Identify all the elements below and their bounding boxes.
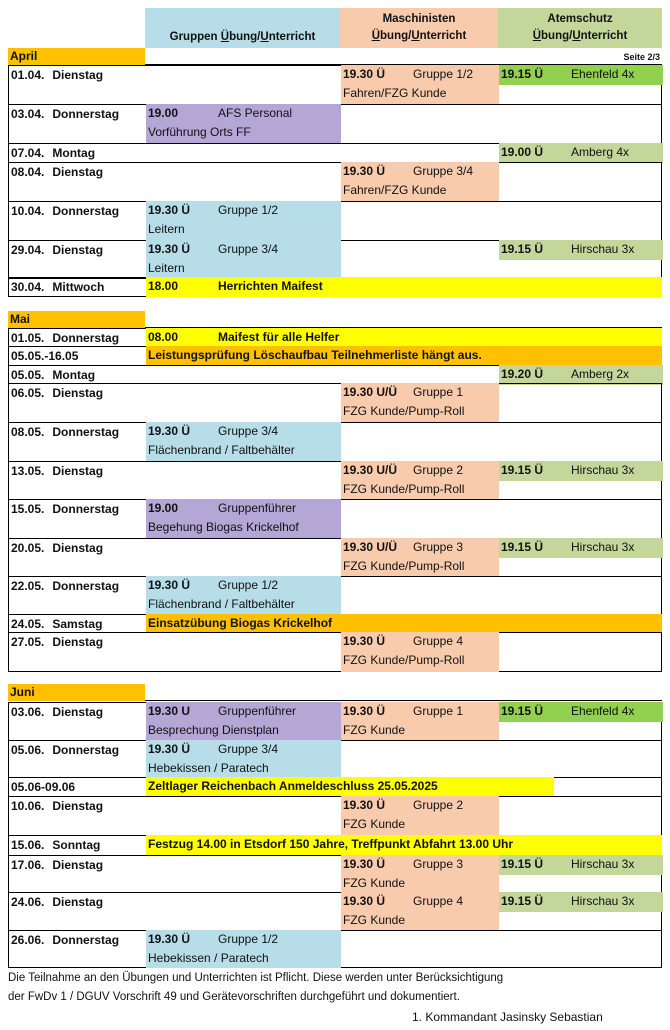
- day-name: Dienstag: [52, 858, 104, 872]
- event-time: 08.00: [148, 330, 179, 344]
- day-name: Donnerstag: [52, 331, 120, 345]
- atemschutz-cell: [499, 365, 663, 385]
- event-band: [146, 777, 554, 797]
- date-value: 05.06.: [11, 743, 45, 757]
- schedule-row: [8, 796, 662, 836]
- maschinisten-cell: [341, 162, 499, 202]
- day-name: Donnerstag: [52, 425, 120, 439]
- day-name: Sonntag: [52, 838, 101, 852]
- row-date: [11, 463, 103, 480]
- row-date: [11, 857, 103, 874]
- date-value: 15.06.: [11, 838, 45, 852]
- gruppen-time: 19.30 Ü: [148, 242, 191, 256]
- row-date: [11, 704, 103, 721]
- atemschutz-time: 19.15 Ü: [501, 463, 544, 477]
- gruppen-text: Gruppenführer: [218, 704, 297, 718]
- date-value: 10.06.: [11, 799, 45, 813]
- date-value: 07.04.: [11, 146, 45, 160]
- date-value: 20.05.: [11, 541, 45, 555]
- schedule-row: [8, 538, 662, 577]
- day-name: Dienstag: [52, 705, 104, 719]
- maschinisten-line: [343, 538, 499, 557]
- gruppen-line: [148, 240, 341, 259]
- row-date: [11, 798, 103, 815]
- header-atemschutz: Atemschutz Übung/Unterricht: [498, 8, 662, 48]
- atemschutz-cell: [499, 855, 663, 875]
- atemschutz-time: 19.15 Ü: [501, 67, 544, 81]
- gruppen-text: AFS Personal: [218, 106, 293, 120]
- month-juni: Juni: [8, 684, 145, 701]
- maschinisten-cell: [341, 65, 499, 105]
- schedule-row: [8, 422, 662, 462]
- gruppen-cell: [146, 499, 341, 539]
- event-band: [146, 328, 662, 347]
- gruppen-cell: [146, 702, 341, 741]
- date-value: 10.04.: [11, 204, 45, 218]
- maschinisten-time: 19.30 Ü: [343, 67, 386, 81]
- maschinisten-time: 19.30 Ü: [343, 798, 386, 812]
- month-divider: [145, 700, 662, 701]
- event-text: Herrichten Maifest: [218, 279, 323, 293]
- atemschutz-text: Hirschau 3x: [571, 540, 635, 554]
- day-name: Donnerstag: [52, 502, 120, 516]
- maschinisten-line: [343, 162, 499, 181]
- event-text: Einsatzübung Biogas Krickelhof: [148, 616, 333, 630]
- atemschutz-time: 19.15 Ü: [501, 857, 544, 871]
- row-date: [11, 242, 103, 259]
- maschinisten-topic: FZG Kunde/Pump-Roll: [343, 653, 465, 667]
- month-april: April: [8, 48, 145, 65]
- atemschutz-text: Hirschau 3x: [571, 894, 635, 908]
- schedule-row: [8, 632, 662, 672]
- gruppen-cell: [146, 576, 341, 615]
- row-date: [11, 203, 119, 220]
- date-value: 01.05.: [11, 331, 45, 345]
- atemschutz-line: [501, 702, 663, 721]
- event-text: Zeltlager Reichenbach Anmeldeschluss 25.05.2025: [148, 779, 438, 793]
- gruppen-time: 19.00: [148, 106, 179, 120]
- month-divider: [145, 327, 662, 328]
- event-band: [146, 835, 662, 856]
- gruppen-line: [148, 499, 341, 518]
- atemschutz-line: [501, 461, 663, 480]
- atemschutz-line: [501, 855, 663, 874]
- atemschutz-text: Ehenfeld 4x: [571, 67, 635, 81]
- atemschutz-line: [501, 143, 663, 162]
- row-date: [11, 367, 95, 384]
- maschinisten-text: Gruppe 3/4: [413, 164, 474, 178]
- atemschutz-text: Amberg 2x: [571, 367, 630, 381]
- date-value: 24.06.: [11, 895, 45, 909]
- date-value: 01.04.: [11, 68, 45, 82]
- day-name: Dienstag: [52, 386, 104, 400]
- gruppen-line: [148, 201, 341, 220]
- atemschutz-time: 19.15 Ü: [501, 894, 544, 908]
- row-date: [11, 106, 119, 123]
- gruppen-time: 19.30 Ü: [148, 203, 191, 217]
- schedule-row: [8, 835, 662, 856]
- gruppen-text: Gruppe 1/2: [218, 203, 279, 217]
- gruppen-time: 19.30 U: [148, 704, 191, 718]
- maschinisten-cell: [341, 702, 499, 741]
- gruppen-line: [148, 930, 341, 949]
- row-date: [11, 742, 119, 759]
- gruppen-text: Gruppe 1/2: [218, 578, 279, 592]
- schedule-row: [8, 365, 662, 384]
- gruppen-topic: Begehung Biogas Krickelhof: [148, 520, 299, 534]
- maschinisten-text: Gruppe 1: [413, 385, 464, 399]
- schedule-row: [8, 777, 662, 797]
- day-name: Donnerstag: [52, 933, 120, 947]
- maschinisten-text: Gruppe 2: [413, 798, 464, 812]
- atemschutz-time: 19.20 Ü: [501, 367, 544, 381]
- maschinisten-line: [343, 632, 499, 651]
- schedule-row: [8, 240, 662, 279]
- row-date: [11, 779, 75, 796]
- schedule-row: [8, 740, 662, 778]
- maschinisten-time: 19.30 Ü: [343, 704, 386, 718]
- day-name: Dienstag: [52, 541, 104, 555]
- atemschutz-text: Hirschau 3x: [571, 463, 635, 477]
- maschinisten-cell: [341, 796, 499, 836]
- gruppen-cell: [146, 930, 341, 968]
- atemschutz-cell: [499, 702, 663, 722]
- date-value: 30.04.: [11, 280, 45, 294]
- atemschutz-line: [501, 538, 663, 557]
- day-name: Dienstag: [52, 895, 104, 909]
- date-value: 06.05.: [11, 386, 45, 400]
- maschinisten-line: [343, 892, 499, 911]
- maschinisten-topic: FZG Kunde/Pump-Roll: [343, 559, 465, 573]
- date-value: 27.05.: [11, 635, 45, 649]
- maschinisten-text: Gruppe 3: [413, 857, 464, 871]
- atemschutz-time: 19.15 Ü: [501, 242, 544, 256]
- schedule-row: [8, 346, 662, 366]
- maschinisten-cell: [341, 892, 499, 931]
- date-value: 22.05.: [11, 579, 45, 593]
- atemschutz-text: Hirschau 3x: [571, 857, 635, 871]
- date-value: 03.06.: [11, 705, 45, 719]
- footer-note-2: der FwDv 1 / DGUV Vorschrift 49 und Gerätevorschriften durchgeführt und dokumentiert.: [8, 991, 460, 1003]
- maschinisten-cell: [341, 383, 499, 423]
- maschinisten-text: Gruppe 4: [413, 894, 464, 908]
- day-name: Samstag: [52, 617, 103, 631]
- schedule-row: [8, 162, 662, 202]
- gruppen-cell: [146, 201, 341, 241]
- atemschutz-cell: [499, 65, 663, 85]
- gruppen-topic: Leitern: [148, 261, 185, 275]
- schedule-row: [8, 614, 662, 633]
- gruppen-line: [148, 104, 341, 123]
- atemschutz-time: 19.00 Ü: [501, 145, 544, 159]
- gruppen-time: 19.00: [148, 501, 179, 515]
- atemschutz-line: [501, 892, 663, 911]
- event-band: [146, 346, 662, 366]
- atemschutz-line: [501, 240, 663, 259]
- gruppen-topic: Hebekissen / Paratech: [148, 761, 269, 775]
- date-value: 08.04.: [11, 165, 45, 179]
- date-value: 05.05.: [11, 368, 45, 382]
- day-name: Dienstag: [52, 68, 104, 82]
- schedule-row: [8, 855, 662, 893]
- signature: 1. Kommandant Jasinsky Sebastian: [412, 1010, 603, 1024]
- gruppen-time: 19.30 Ü: [148, 424, 191, 438]
- gruppen-time: 19.30 Ü: [148, 742, 191, 756]
- day-name: Donnerstag: [52, 579, 120, 593]
- day-name: Dienstag: [52, 464, 104, 478]
- maschinisten-line: [343, 65, 499, 84]
- event-text: Leistungsprüfung Löschaufbau Teilnehmerliste hängt aus.: [148, 348, 482, 362]
- day-name: Montag: [52, 146, 96, 160]
- maschinisten-cell: [341, 632, 499, 672]
- schedule-row: [8, 930, 662, 968]
- day-name: Mittwoch: [52, 280, 105, 294]
- gruppen-topic: Leitern: [148, 222, 185, 236]
- event-time: 18.00: [148, 279, 179, 293]
- schedule-row: [8, 461, 662, 500]
- atemschutz-text: Ehenfeld 4x: [571, 704, 635, 718]
- row-date: [11, 385, 103, 402]
- event-text: Maifest für alle Helfer: [218, 330, 340, 344]
- maschinisten-text: Gruppe 1: [413, 704, 464, 718]
- day-name: Donnerstag: [52, 204, 120, 218]
- gruppen-text: Gruppe 1/2: [218, 932, 279, 946]
- row-date: [11, 424, 119, 441]
- gruppen-time: 19.30 Ü: [148, 578, 191, 592]
- date-value: 15.05.: [11, 502, 45, 516]
- gruppen-topic: Vorführung Orts FF: [148, 125, 251, 139]
- row-date: [11, 348, 78, 365]
- row-date: [11, 616, 102, 633]
- maschinisten-topic: FZG Kunde/Pump-Roll: [343, 404, 465, 418]
- atemschutz-cell: [499, 538, 663, 558]
- date-value: 17.06.: [11, 858, 45, 872]
- maschinisten-text: Gruppe 4: [413, 634, 464, 648]
- schedule-row: [8, 499, 662, 539]
- gruppen-line: [148, 740, 341, 759]
- atemschutz-cell: [499, 240, 663, 260]
- gruppen-topic: Flächenbrand / Faltbehälter: [148, 597, 295, 611]
- maschinisten-time: 19.30 Ü: [343, 164, 386, 178]
- maschinisten-cell: [341, 855, 499, 893]
- schedule-row: [8, 328, 662, 347]
- maschinisten-time: 19.30 Ü: [343, 894, 386, 908]
- schedule-row: [8, 892, 662, 931]
- gruppen-text: Gruppe 3/4: [218, 742, 279, 756]
- maschinisten-time: 19.30 Ü: [343, 857, 386, 871]
- maschinisten-topic: FZG Kunde: [343, 913, 406, 927]
- date-value: 03.04.: [11, 107, 45, 121]
- row-date: [11, 330, 119, 347]
- event-band: [146, 277, 662, 297]
- gruppen-topic: Flächenbrand / Faltbehälter: [148, 443, 295, 457]
- atemschutz-cell: [499, 892, 663, 912]
- maschinisten-time: 19.30 U/Ü: [343, 385, 398, 399]
- schedule-row: [8, 65, 662, 105]
- gruppen-cell: [146, 240, 341, 279]
- row-date: [11, 894, 103, 911]
- maschinisten-topic: FZG Kunde: [343, 817, 406, 831]
- maschinisten-line: [343, 383, 499, 402]
- maschinisten-line: [343, 461, 499, 480]
- row-date: [11, 837, 100, 854]
- maschinisten-topic: FZG Kunde: [343, 723, 406, 737]
- schedule-row: [8, 104, 662, 144]
- date-value: 05.05.-16.05: [11, 349, 79, 363]
- date-value: 05.06-09.06: [11, 780, 76, 794]
- maschinisten-topic: Fahren/FZG Kunde: [343, 86, 447, 100]
- atemschutz-text: Hirschau 3x: [571, 242, 635, 256]
- maschinisten-topic: FZG Kunde: [343, 876, 406, 890]
- day-name: Dienstag: [52, 243, 104, 257]
- schedule-row: [8, 383, 662, 423]
- schedule-row: [8, 576, 662, 615]
- maschinisten-line: [343, 796, 499, 815]
- maschinisten-text: Gruppe 2: [413, 463, 464, 477]
- day-name: Dienstag: [52, 635, 104, 649]
- row-date: [11, 501, 119, 518]
- maschinisten-time: 19.30 U/Ü: [343, 463, 398, 477]
- row-date: [11, 164, 103, 181]
- day-name: Dienstag: [52, 165, 104, 179]
- maschinisten-text: Gruppe 1/2: [413, 67, 474, 81]
- gruppen-time: 19.30 Ü: [148, 932, 191, 946]
- maschinisten-cell: [341, 538, 499, 577]
- day-name: Donnerstag: [52, 107, 120, 121]
- gruppen-text: Gruppe 3/4: [218, 242, 279, 256]
- gruppen-line: [148, 422, 341, 441]
- atemschutz-time: 19.15 Ü: [501, 540, 544, 554]
- event-text: Festzug 14.00 in Etsdorf 150 Jahre, Treffpunkt Abfahrt 13.00 Uhr: [148, 837, 513, 851]
- maschinisten-topic: FZG Kunde/Pump-Roll: [343, 482, 465, 496]
- header-gruppen: Gruppen Übung/Unterricht: [145, 8, 340, 48]
- date-value: 13.05.: [11, 464, 45, 478]
- row-date: [11, 540, 103, 557]
- gruppen-line: [148, 702, 341, 721]
- atemschutz-time: 19.15 Ü: [501, 704, 544, 718]
- gruppen-topic: Besprechung Dienstplan: [148, 723, 279, 737]
- schedule-row: [8, 702, 662, 741]
- event-band: [146, 614, 662, 633]
- gruppen-cell: [146, 740, 341, 778]
- maschinisten-line: [343, 702, 499, 721]
- atemschutz-line: [501, 365, 663, 384]
- atemschutz-text: Amberg 4x: [571, 145, 630, 159]
- gruppen-cell: [146, 422, 341, 462]
- maschinisten-topic: Fahren/FZG Kunde: [343, 183, 447, 197]
- schedule-row: [8, 277, 662, 297]
- gruppen-text: Gruppe 3/4: [218, 424, 279, 438]
- atemschutz-line: [501, 65, 663, 84]
- atemschutz-cell: [499, 143, 663, 163]
- maschinisten-time: 19.30 Ü: [343, 634, 386, 648]
- page-number: Seite 2/3: [623, 52, 660, 62]
- gruppen-line: [148, 576, 341, 595]
- footer-note-1: Die Teilnahme an den Übungen und Unterrichten ist Pflicht. Diese werden unter Berücksichtigung: [8, 972, 504, 984]
- gruppen-text: Gruppenführer: [218, 501, 297, 515]
- schedule-row: [8, 143, 662, 163]
- row-date: [11, 145, 95, 162]
- gruppen-cell: [146, 104, 341, 144]
- row-date: [11, 279, 104, 296]
- day-name: Donnerstag: [52, 743, 120, 757]
- row-date: [11, 67, 103, 84]
- gruppen-topic: Hebekissen / Paratech: [148, 951, 269, 965]
- month-mai: Mai: [8, 311, 145, 328]
- date-value: 26.06.: [11, 933, 45, 947]
- maschinisten-line: [343, 855, 499, 874]
- date-value: 29.04.: [11, 243, 45, 257]
- maschinisten-cell: [341, 461, 499, 500]
- row-date: [11, 634, 103, 651]
- schedule-row: [8, 201, 662, 241]
- day-name: Dienstag: [52, 799, 104, 813]
- header-maschinisten: Maschinisten Übung/Unterricht: [340, 8, 498, 48]
- maschinisten-time: 19.30 U/Ü: [343, 540, 398, 554]
- maschinisten-text: Gruppe 3: [413, 540, 464, 554]
- day-name: Montag: [52, 368, 96, 382]
- date-value: 08.05.: [11, 425, 45, 439]
- row-date: [11, 932, 119, 949]
- row-date: [11, 578, 119, 595]
- date-value: 24.05.: [11, 617, 45, 631]
- atemschutz-cell: [499, 461, 663, 481]
